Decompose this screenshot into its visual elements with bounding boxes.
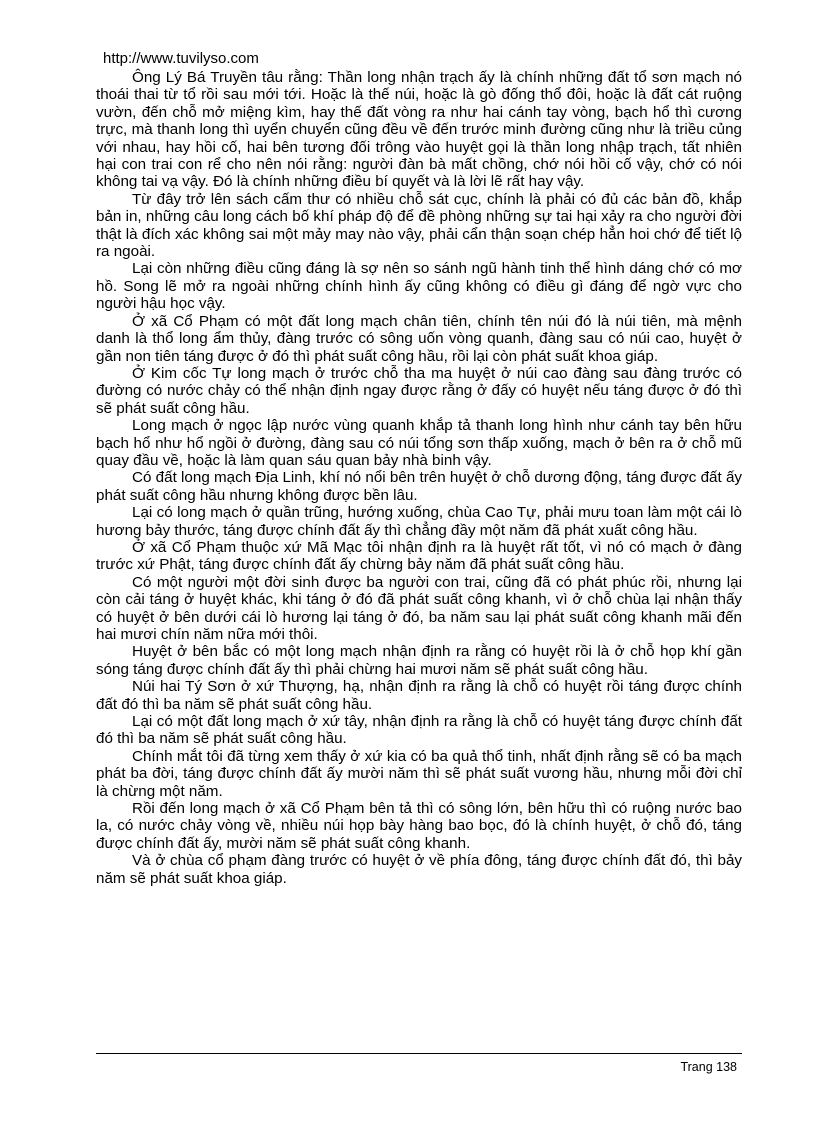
paragraph: Từ đây trở lên sách cấm thư có nhiều chỗ sát cục, chính là phải có đủ các bản đồ, khắp bản in, những câu long cách bố khí pháp độ để đề phòng những sự tai hại xảy ra cho người đời thật là đích xác không sai một mảy may nào vậy, phải cẩn thận soạn chép hẳn hoi chớ để tiết lộ ra ngoài. [96, 190, 742, 261]
paragraph: Ở xã Cổ Phạm thuộc xứ Mã Mạc tôi nhận định ra là huyệt rất tốt, vì nó có mạch ở đàng trước xứ Phật, táng được chính đất ấy chừng bảy năm đã phát suất công hầu. [96, 538, 742, 574]
paragraph: Huyệt ở bên bắc có một long mạch nhận định ra rằng có huyệt rồi là ở chỗ họp khí gần sóng táng được chính đất ấy thì phải chừng hai mươi năm sẽ phát suất công hầu. [96, 643, 742, 678]
paragraph: Rồi đến long mạch ở xã Cổ Phạm bên tả thì có sông lớn, bên hữu thì có ruộng nước bao la, có nước chảy vòng về, nhiều núi họp bày hàng bao bọc, đó là chính huyệt, ở chỗ đó, táng được chính đất ấy, mười năm sẽ phát suất công khanh. [96, 800, 742, 852]
paragraph: Có một người một đời sinh được ba người con trai, cũng đã có phát phúc rồi, nhưng lại còn cải táng ở huyệt khác, khi táng ở đó đã phát suất công khanh, vì ở chỗ chùa lại nhận thấy có huyệt ở bên dưới cái lò hương lại táng ở đó, ba năm sau lại phát suất công khanh mãi đến hai mươi chín năm nữa mới thôi. [96, 573, 742, 643]
body-text [96, 69, 742, 887]
paragraph: Lại có một đất long mạch ở xứ tây, nhận định ra rằng là chỗ có huyệt táng được chính đất đó thì ba năm sẽ phát suất công hầu. [96, 713, 742, 748]
footer-divider [96, 1053, 742, 1054]
paragraph: Ở Kim cốc Tự long mạch ở trước chỗ tha ma huyệt ở núi cao đàng sau đàng trước có đường có nước chảy có thể nhận định ngay được rằng ở đấy có huyệt nếu táng được ở đó thì sẽ phát suất công hầu. [96, 364, 742, 417]
paragraph: Long mạch ở ngọc lập nước vùng quanh khắp tả thanh long hình như cánh tay bên hữu bạch hổ như hổ ngồi ở đường, đàng sau có núi tổng sơn thấp xuống, mạch ở bên ra ở chỗ mũ quay đầu về, hoặc là làm quan sáu quan bảy nhà binh vậy. [96, 417, 742, 469]
paragraph: Ở xã Cổ Phạm có một đất long mạch chân tiên, chính tên núi đó là núi tiên, mà mệnh danh là thổ long ẩm thủy, đàng trước có sông uốn vòng quanh, đàng sau có núi cao, huyệt ở gần non tiên táng được ở đó thì phát suất công hầu, rồi lại còn phát suất khoa giáp. [96, 312, 742, 365]
paragraph: Chính mắt tôi đã từng xem thấy ở xứ kia có ba quả thổ tinh, nhất định rằng sẽ có ba mạch phát ba đời, táng được chính đất ấy mười năm thì sẽ phát suất vương hầu, nhưng mỗi đời chỉ là chừng một năm. [96, 747, 742, 800]
paragraph: Lại có long mạch ở quần trũng, hướng xuống, chùa Cao Tự, phải mưu toan làm một cái lò hương bảy thước, táng được chính đất ấy thì chẳng đầy một năm đã phát xuất công hầu. [96, 504, 742, 539]
paragraph: Lại còn những điều cũng đáng là sợ nên so sánh ngũ hành tinh thể hình dáng chớ có mơ hồ. Song lẽ mở ra ngoài những chính hình ấy cũng không có điều gì đáng để ngờ vực cho người hậu học vậy. [96, 260, 742, 313]
paragraph: Có đất long mạch Địa Linh, khí nó nổi bên trên huyệt ở chỗ dương động, táng được đất ấy phát suất công hầu nhưng không được bền lâu. [96, 469, 742, 504]
paragraph: Và ở chùa cổ phạm đàng trước có huyệt ở về phía đông, táng được chính đất đó, thì bảy năm sẽ phát suất khoa giáp. [96, 852, 742, 887]
paragraph: Núi hai Tý Sơn ở xứ Thượng, hạ, nhận định ra rằng là chỗ có huyệt rồi táng được chính đất đó thì ba năm sẽ phát suất công hầu. [96, 678, 742, 713]
header-url: http://www.tuvilyso.com [103, 50, 259, 67]
paragraph: Ông Lý Bá Truyền tâu rằng: Thần long nhận trạch ấy là chính những đất tổ sơn mạch nó thoái thai từ tổ rồi sau mới tới. Hoặc là thế núi, hoặc là gò đống thổ đôi, hoặc là đất cát ruộng vườn, đến chỗ mở miệng kìm, hay thế đất vòng ra như hai cánh tay vòng, bạch hổ thì cương trực, mà thanh long thì uyển chuyển cũng đều về đến trước minh đường cũng như là triều củng với nhau, hay hồi cố, hai bên tương đối trông vào huyệt gọi là thần long nhập trạch, tất nhiên hại con trai con rể cho nên nói rằng: người đàn bà mất chồng, chớ nói hồi cố vậy, chớ có nói không tai vạ vậy. Đó là chính những điều bí quyết và là lời lẽ rất hay vậy. [96, 69, 742, 191]
page-number: Trang 138 [680, 1060, 737, 1074]
